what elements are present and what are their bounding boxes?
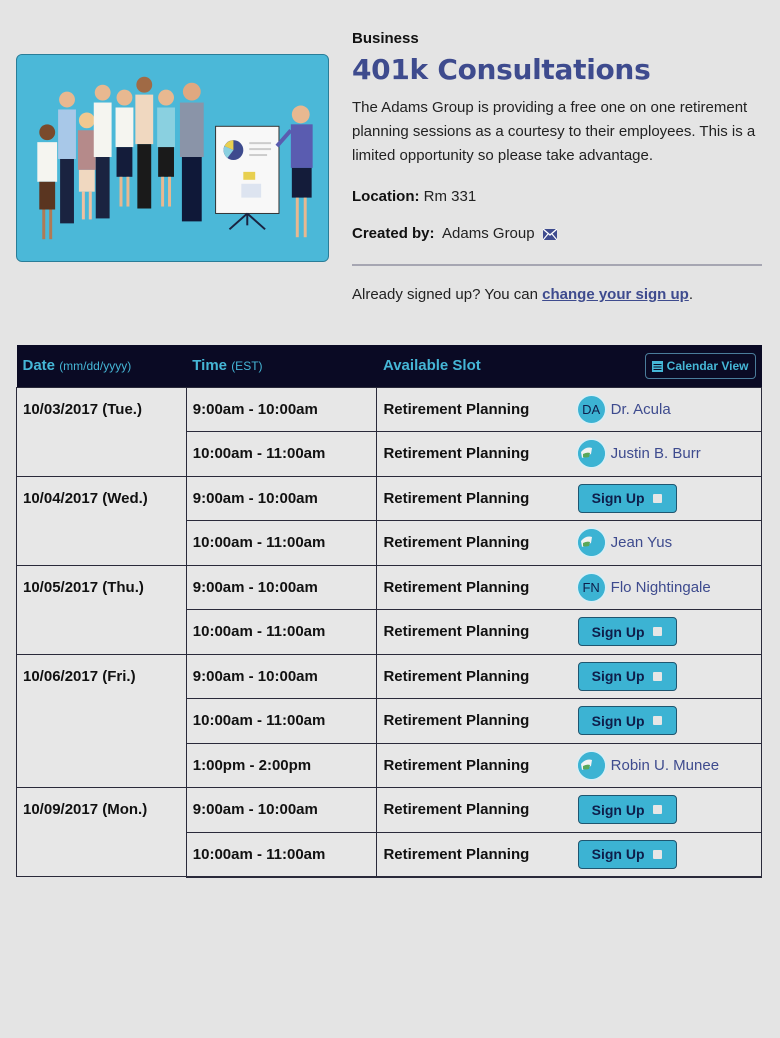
event-category: Business [352, 30, 419, 47]
time-cell: 9:00am - 10:00am [186, 565, 377, 610]
location-label: Location: [352, 188, 420, 205]
envelope-icon[interactable] [543, 227, 557, 244]
assigned-person[interactable] [578, 574, 755, 601]
assigned-person[interactable] [578, 396, 755, 423]
date-cell: 10/04/2017 (Wed.) [17, 476, 187, 565]
slot-cell: Retirement Planning [377, 565, 572, 610]
assigned-person[interactable] [578, 752, 755, 779]
avatar [578, 529, 605, 556]
calendar-view-cell [572, 345, 762, 387]
checkbox-icon [653, 716, 662, 725]
action-cell [572, 432, 762, 477]
action-cell [572, 699, 762, 744]
divider [352, 264, 762, 266]
calendar-view-button[interactable]: Calendar View [645, 353, 756, 379]
table-row [17, 788, 762, 833]
assigned-person[interactable] [578, 440, 755, 467]
schedule-table [16, 345, 762, 878]
action-cell [572, 565, 762, 610]
sign-up-label: Sign Up [591, 668, 645, 685]
time-cell: 10:00am - 11:00am [186, 521, 377, 566]
time-cell: 9:00am - 10:00am [186, 788, 377, 833]
checkbox-icon [653, 627, 662, 636]
column-header-time: Time (EST) [186, 345, 377, 387]
sign-up-button[interactable] [578, 795, 677, 824]
action-cell [572, 743, 762, 788]
slot-cell: Retirement Planning [377, 743, 572, 788]
column-header-date: Date (mm/dd/yyyy) [17, 345, 187, 387]
sign-up-label: Sign Up [591, 623, 645, 640]
avatar [578, 440, 605, 467]
created-by-row [352, 225, 762, 244]
slot-cell: Retirement Planning [377, 476, 572, 521]
calendar-icon [652, 360, 663, 372]
time-cell: 9:00am - 10:00am [186, 476, 377, 521]
created-by-label: Created by: [352, 225, 435, 242]
change-signup-link[interactable]: change your sign up [542, 286, 689, 303]
slot-cell: Retirement Planning [377, 832, 572, 877]
avatar: FN [578, 574, 605, 601]
date-cell: 10/06/2017 (Fri.) [17, 654, 187, 788]
date-cell: 10/09/2017 (Mon.) [17, 788, 187, 877]
column-header-slot: Available Slot [377, 345, 572, 387]
slot-cell: Retirement Planning [377, 788, 572, 833]
event-illustration [16, 54, 329, 262]
action-cell [572, 476, 762, 521]
time-cell: 1:00pm - 2:00pm [186, 743, 377, 788]
time-cell: 10:00am - 11:00am [186, 610, 377, 655]
checkbox-icon [653, 494, 662, 503]
slot-cell: Retirement Planning [377, 699, 572, 744]
sign-up-button[interactable] [578, 617, 677, 646]
signup-note [352, 286, 762, 303]
slot-cell: Retirement Planning [377, 521, 572, 566]
avatar [578, 752, 605, 779]
date-cell: 10/05/2017 (Thu.) [17, 565, 187, 654]
table-header-row [17, 345, 762, 387]
action-cell [572, 521, 762, 566]
signup-note-period: . [688, 286, 694, 303]
action-cell [572, 832, 762, 877]
checkbox-icon [653, 805, 662, 814]
slot-cell: Retirement Planning [377, 387, 572, 432]
presentation-illustration-icon [17, 55, 328, 261]
sign-up-label: Sign Up [591, 801, 645, 818]
slot-cell: Retirement Planning [377, 432, 572, 477]
sign-up-label: Sign Up [591, 490, 645, 507]
time-cell: 10:00am - 11:00am [186, 832, 377, 877]
person-name: Flo Nightingale [610, 578, 711, 596]
action-cell [572, 788, 762, 833]
date-cell: 10/03/2017 (Tue.) [17, 387, 187, 476]
time-cell: 9:00am - 10:00am [186, 654, 377, 699]
action-cell [572, 654, 762, 699]
sign-up-button[interactable] [578, 840, 677, 869]
event-info [352, 30, 762, 303]
time-cell: 10:00am - 11:00am [186, 432, 377, 477]
sign-up-button[interactable] [578, 706, 677, 735]
person-name: Jean Yus [610, 534, 673, 552]
sign-up-button[interactable] [578, 484, 677, 513]
person-name: Dr. Acula [610, 400, 671, 418]
table-row [17, 387, 762, 432]
time-cell: 9:00am - 10:00am [186, 387, 377, 432]
slot-cell: Retirement Planning [377, 610, 572, 655]
sign-up-label: Sign Up [591, 712, 645, 729]
person-name: Justin B. Burr [610, 445, 701, 463]
avatar: DA [578, 396, 605, 423]
table-row [17, 654, 762, 699]
sign-up-button[interactable] [578, 662, 677, 691]
table-row [17, 565, 762, 610]
created-by-value: Adams Group [442, 225, 535, 242]
table-row [17, 476, 762, 521]
signup-note-text: Already signed up? You can [352, 286, 543, 303]
page-title: 401k Consultations [352, 53, 651, 86]
action-cell [572, 387, 762, 432]
event-description: The Adams Group is providing a free one on one retirement planning sessions as a courtesy to their employees. This is a limited opportunity so please take advantage. [352, 99, 756, 164]
assigned-person[interactable] [578, 529, 755, 556]
location-value: Rm 331 [423, 188, 477, 205]
checkbox-icon [653, 672, 662, 681]
action-cell [572, 610, 762, 655]
sign-up-label: Sign Up [591, 846, 645, 862]
location-row [352, 188, 762, 205]
slot-cell: Retirement Planning [377, 654, 572, 699]
checkbox-icon [653, 850, 662, 859]
person-name: Robin U. Munee [610, 756, 720, 774]
time-cell: 10:00am - 11:00am [186, 699, 377, 744]
